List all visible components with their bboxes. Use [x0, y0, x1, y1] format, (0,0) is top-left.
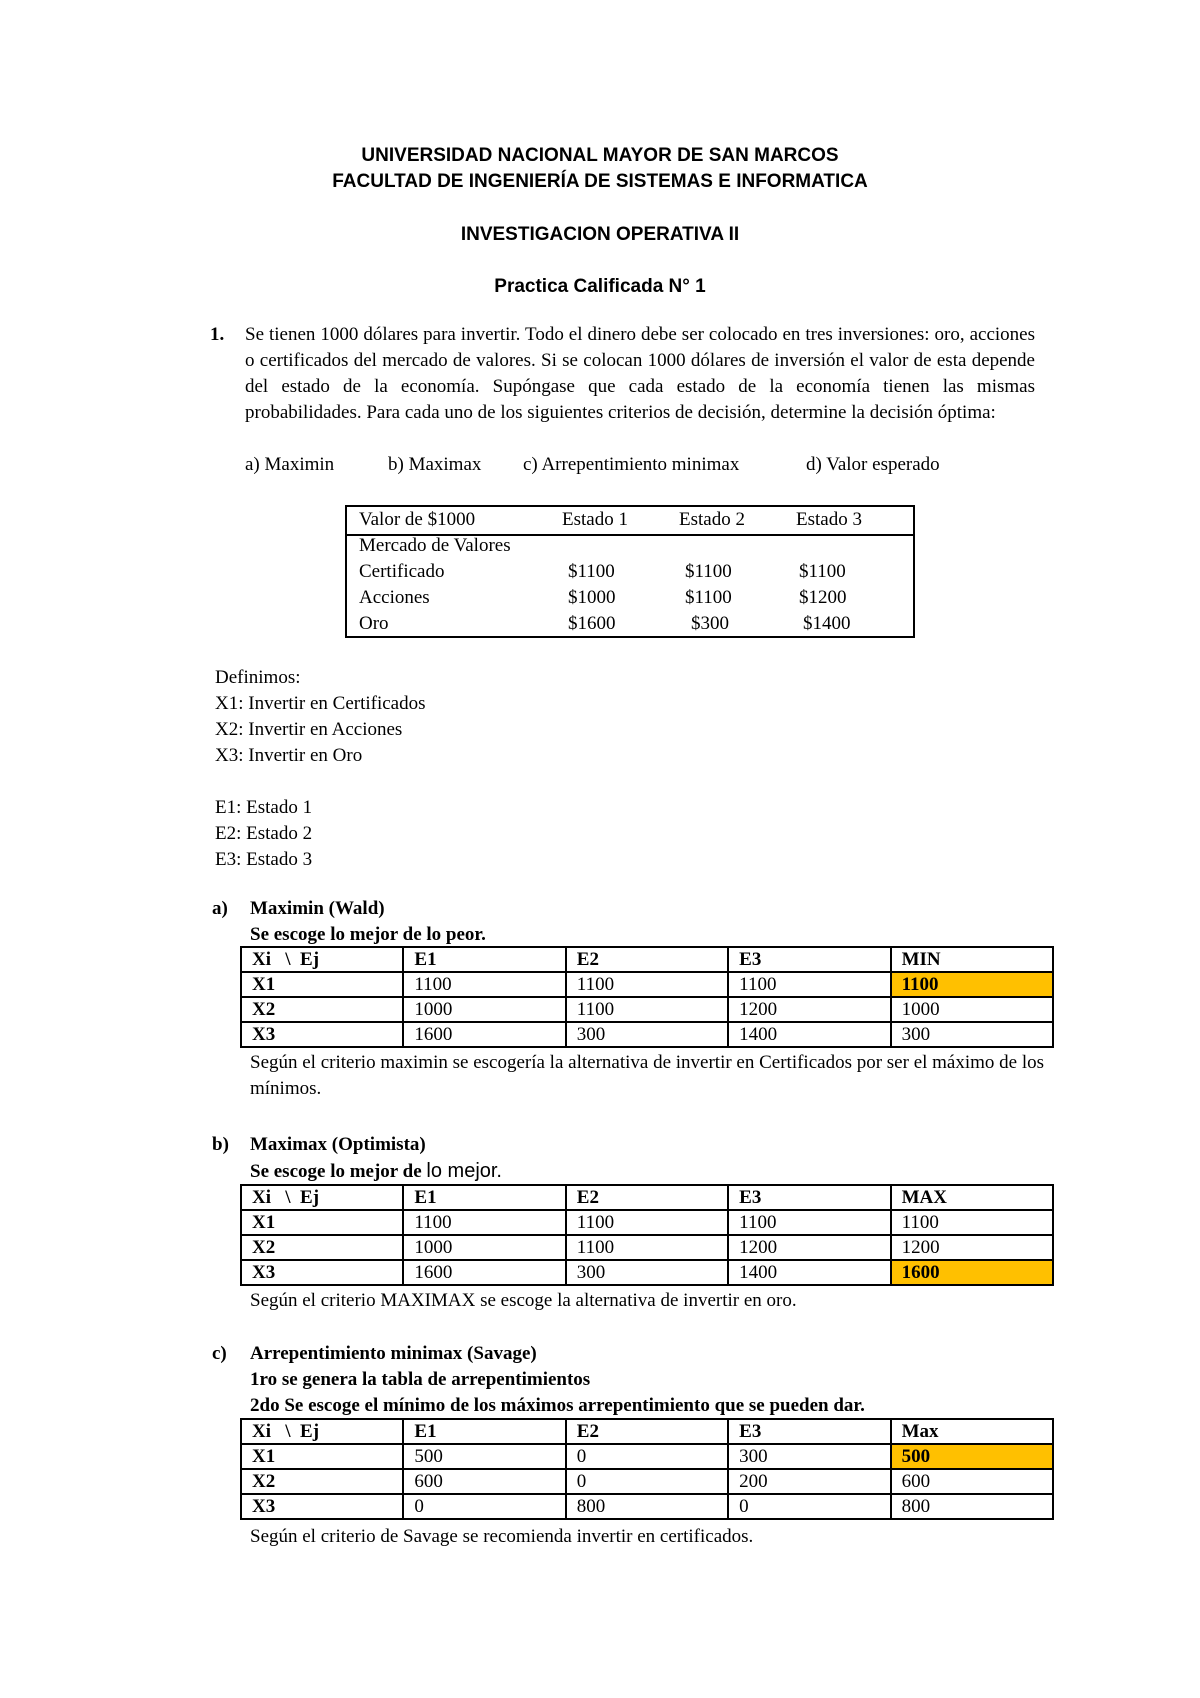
definition-x2: X2: Invertir en Acciones	[215, 719, 403, 740]
option-d: d) Valor esperado	[806, 454, 940, 475]
table-header-cell: E3	[728, 1185, 890, 1210]
table-row	[241, 1494, 1053, 1519]
table-cell: 1200	[891, 1235, 1053, 1260]
vt-group-label: Mercado de Valores	[359, 535, 511, 556]
section-b-note: Según el criterio MAXIMAX se escoge la alternativa de invertir en oro.	[250, 1290, 797, 1311]
table-row	[241, 1260, 1053, 1285]
table-cell: 1000	[403, 997, 565, 1022]
table-header-cell: E1	[403, 1419, 565, 1444]
option-c: c) Arrepentimiento minimax	[523, 454, 740, 475]
vt-row-label: Acciones	[359, 587, 430, 608]
section-c-step1: 1ro se genera la tabla de arrepentimientos	[250, 1369, 591, 1390]
table-cell: 1100	[403, 972, 565, 997]
course-title: INVESTIGACION OPERATIVA II	[460, 224, 740, 245]
table-cell: 0	[728, 1494, 890, 1519]
option-a: a) Maximin	[245, 454, 335, 475]
section-b-letter: b)	[212, 1134, 229, 1155]
table-header-cell: E1	[403, 947, 565, 972]
table-cell: 200	[728, 1469, 890, 1494]
table-row	[241, 1235, 1053, 1260]
section-c-letter: c)	[212, 1343, 227, 1364]
university-title: UNIVERSIDAD NACIONAL MAYOR DE SAN MARCOS	[361, 145, 839, 166]
table-cell: 300	[728, 1444, 890, 1469]
vt-cell: $1600	[568, 613, 616, 634]
table-cell: 300	[566, 1022, 728, 1047]
table-cell: 1100	[403, 1210, 565, 1235]
vt-header-state1: Estado 1	[562, 509, 628, 530]
highlighted-cell: 1600	[891, 1260, 1053, 1285]
table-cell: 500	[403, 1444, 565, 1469]
definition-e2: E2: Estado 2	[215, 823, 313, 844]
maximax-table	[240, 1184, 1054, 1286]
table-header-cell: Xi \ Ej	[241, 947, 403, 972]
section-c-title: Arrepentimiento minimax (Savage)	[250, 1343, 537, 1364]
table-cell: 1000	[891, 997, 1053, 1022]
valuation-table	[345, 505, 915, 638]
table-cell: 1100	[728, 972, 890, 997]
row-header: X1	[241, 1444, 403, 1469]
vt-row-label: Certificado	[359, 561, 445, 582]
definition-x3: X3: Invertir en Oro	[215, 745, 363, 766]
table-row	[241, 972, 1053, 997]
highlighted-cell: 500	[891, 1444, 1053, 1469]
table-cell: 1100	[566, 997, 728, 1022]
table-header-row	[241, 1419, 1053, 1444]
table-header-cell: E3	[728, 1419, 890, 1444]
section-b-title: Maximax (Optimista)	[250, 1134, 426, 1155]
option-b: b) Maximax	[388, 454, 482, 475]
table-cell: 1200	[728, 1235, 890, 1260]
section-b-subtitle-bold: Se escoge lo mejor de	[250, 1161, 422, 1182]
table-header-cell: MIN	[891, 947, 1053, 972]
table-header-cell: Xi \ Ej	[241, 1419, 403, 1444]
table-cell: 600	[891, 1469, 1053, 1494]
row-header: X2	[241, 1469, 403, 1494]
row-header: X3	[241, 1260, 403, 1285]
vt-header-state2: Estado 2	[679, 509, 745, 530]
table-cell: 1400	[728, 1022, 890, 1047]
section-a-note: Según el criterio maximin se escogería la alternativa de invertir en Certificados por ser el máximo de los mínimos.	[250, 1052, 1045, 1099]
row-header: X1	[241, 972, 403, 997]
table-header-cell: E2	[566, 947, 728, 972]
vt-cell: $1100	[568, 561, 615, 582]
table-cell: 1400	[728, 1260, 890, 1285]
table-cell: 0	[566, 1469, 728, 1494]
section-a-title: Maximin (Wald)	[250, 898, 385, 919]
vt-cell: $1400	[803, 613, 851, 634]
definition-e1: E1: Estado 1	[215, 797, 313, 818]
row-header: X2	[241, 997, 403, 1022]
vt-cell: $1200	[799, 587, 847, 608]
definition-x1: X1: Invertir en Certificados	[215, 693, 426, 714]
table-header-cell: Max	[891, 1419, 1053, 1444]
row-header: X1	[241, 1210, 403, 1235]
vt-cell: $1100	[685, 561, 732, 582]
table-cell: 1600	[403, 1260, 565, 1285]
table-header-row	[241, 947, 1053, 972]
section-a-letter: a)	[212, 898, 228, 919]
vt-cell: $1000	[568, 587, 616, 608]
maximin-table	[240, 946, 1054, 1048]
table-row	[241, 1210, 1053, 1235]
section-c-note: Según el criterio de Savage se recomienda invertir en certificados.	[250, 1526, 754, 1547]
highlighted-cell: 1100	[891, 972, 1053, 997]
problem-text: Se tienen 1000 dólares para invertir. Todo el dinero debe ser colocado en tres inversiones: oro, acciones o certificados del mercado de valores. Si se colocan 1000 dólares de inversión el valor de esta depende del estado de la economía. Supóngase que cada estado de la economía tienen las mismas probabilidades. Para cada uno de los siguientes criterios de decisión, determine la decisión óptima:	[245, 324, 1035, 423]
section-b-subtitle	[250, 1160, 502, 1183]
table-header-cell: Xi \ Ej	[241, 1185, 403, 1210]
table-cell: 1100	[566, 1210, 728, 1235]
row-header: X3	[241, 1022, 403, 1047]
faculty-title: FACULTAD DE INGENIERÍA DE SISTEMAS E INFORMATICA	[332, 171, 868, 192]
table-cell: 1600	[403, 1022, 565, 1047]
table-cell: 1100	[566, 1235, 728, 1260]
row-header: X3	[241, 1494, 403, 1519]
vt-cell: $1100	[685, 587, 732, 608]
table-header-cell: E1	[403, 1185, 565, 1210]
table-cell: 1100	[566, 972, 728, 997]
section-b-subtitle-rest: lo mejor.	[426, 1160, 502, 1182]
problem-number: 1.	[210, 324, 225, 345]
table-cell: 1100	[728, 1210, 890, 1235]
vt-row-label: Oro	[359, 613, 389, 634]
table-header-row	[241, 1185, 1053, 1210]
table-cell: 600	[403, 1469, 565, 1494]
definitions-title: Definimos:	[215, 667, 301, 688]
table-cell: 1000	[403, 1235, 565, 1260]
vt-cell: $1100	[799, 561, 846, 582]
table-header-cell: MAX	[891, 1185, 1053, 1210]
row-header: X2	[241, 1235, 403, 1260]
table-row	[241, 1444, 1053, 1469]
section-a-subtitle: Se escoge lo mejor de lo peor.	[250, 924, 486, 945]
definition-e3: E3: Estado 3	[215, 849, 313, 870]
savage-table	[240, 1418, 1054, 1520]
table-row	[241, 1022, 1053, 1047]
table-header-cell: E2	[566, 1185, 728, 1210]
table-cell: 1100	[891, 1210, 1053, 1235]
table-cell: 0	[403, 1494, 565, 1519]
vt-cell: $300	[691, 613, 729, 634]
table-row	[241, 997, 1053, 1022]
vt-header-value: Valor de $1000	[359, 509, 476, 530]
table-header-cell: E3	[728, 947, 890, 972]
table-cell: 1200	[728, 997, 890, 1022]
vt-header-state3: Estado 3	[796, 509, 862, 530]
table-cell: 0	[566, 1444, 728, 1469]
table-cell: 800	[566, 1494, 728, 1519]
table-cell: 300	[891, 1022, 1053, 1047]
section-c-step2: 2do Se escoge el mínimo de los máximos arrepentimiento que se pueden dar.	[250, 1395, 865, 1416]
table-row	[241, 1469, 1053, 1494]
table-cell: 300	[566, 1260, 728, 1285]
exam-title: Practica Calificada N° 1	[494, 276, 706, 297]
table-header-cell: E2	[566, 1419, 728, 1444]
table-cell: 800	[891, 1494, 1053, 1519]
